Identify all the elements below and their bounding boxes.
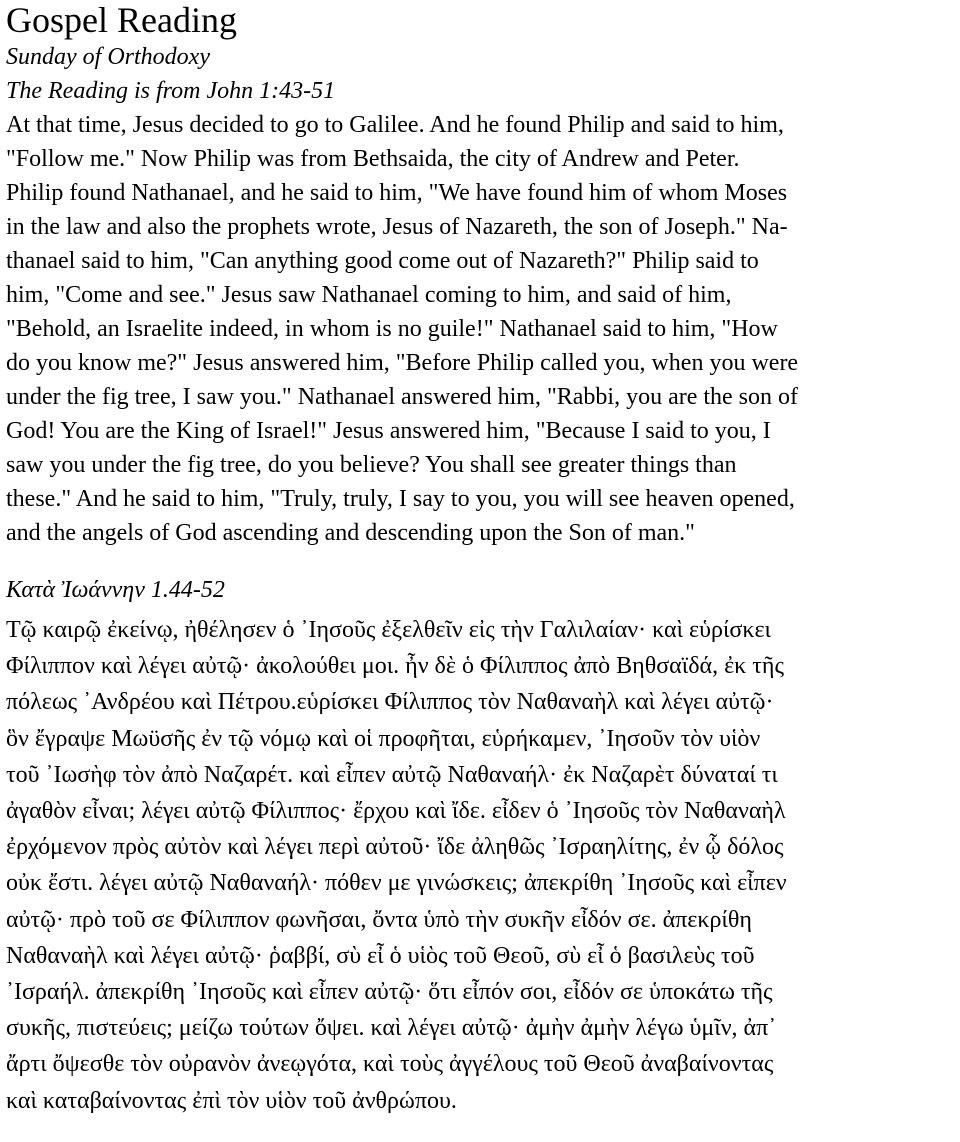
greek-line: Φίλιππον καὶ λέγει αὐτῷ· ἀκολούθει μοι. ἦν δὲ ὁ Φίλιππος ἀπὸ Βηθσαϊδά, ἐκ τῆς: [6, 653, 784, 680]
greek-line: ἐρχόμενον πρὸς αὐτὸν καὶ λέγει περὶ αὐτοῦ· ἴδε ἀληθῶς ᾿Ισραηλίτης, ἐν ᾧ δόλος: [6, 834, 784, 861]
english-text: [6, 108, 956, 550]
english-line: do you know me?" Jesus answered him, "Before Philip called you, when you were: [6, 350, 799, 376]
greek-line: ᾿Ισραήλ. ἀπεκρίθη ᾿Ιησοῦς καὶ εἶπεν αὐτῷ· ὅτι εἶπόν σοι, εἶδόν σε ὑποκάτω τῆς: [6, 979, 773, 1006]
gospel-reading-page: [6, 0, 956, 550]
greek-line: οὐκ ἔστι. λέγει αὐτῷ Ναθαναήλ· πόθεν με γινώσκεις; ἀπεκρίθη ᾿Ιησοῦς καὶ εἶπεν: [6, 870, 787, 897]
page-title: Gospel Reading: [6, 0, 237, 40]
greek-line: Τῷ καιρῷ ἐκείνῳ, ἠθέλησεν ὁ ᾿Ιησοῦς ἐξελθεῖν εἰς τὴν Γαλιλαίαν· καὶ εὑρίσκει: [6, 617, 771, 643]
english-line: under the fig tree, I saw you." Nathanael answered him, "Rabbi, you are the son of: [6, 384, 799, 410]
greek-line: συκῆς, πιστεύεις; μείζω τούτων ὄψει. καὶ λέγει αὐτῷ· ἀμὴν ἀμὴν λέγω ὑμῖν, ἀπ᾿: [6, 1015, 777, 1042]
english-line: God! You are the King of Israel!" Jesus answered him, "Because I said to you, I: [6, 418, 771, 444]
greek-line: αὐτῷ· πρὸ τοῦ σε Φίλιππον φωνῆσαι, ὄντα ὑπὸ τὴν συκῆν εἶδόν σε. ἀπεκρίθη: [6, 906, 752, 933]
reading-reference: The Reading is from John 1:43-51: [6, 78, 336, 104]
greek-line: ἄρτι ὄψεσθε τὸν οὐρανὸν ἀνεῳγότα, καὶ τοὺς ἀγγέλους τοῦ Θεοῦ ἀναβαίνοντας: [6, 1051, 774, 1078]
greek-line: καὶ καταβαίνοντας ἐπὶ τὸν υἱὸν τοῦ ἀνθρώπου.: [6, 1087, 457, 1114]
english-line: saw you under the fig tree, do you believe? You shall see greater things than: [6, 452, 737, 478]
english-line: At that time, Jesus decided to go to Galilee. And he found Philip and said to him,: [6, 112, 784, 138]
occasion-subtitle: Sunday of Orthodoxy: [6, 44, 210, 70]
english-line: Philip found Nathanael, and he said to him, "We have found him of whom Moses: [6, 180, 788, 206]
english-line: in the law and also the prophets wrote, Jesus of Nazareth, the son of Joseph." Na-: [6, 214, 788, 240]
english-line: "Behold, an Israelite indeed, in whom is no guile!" Nathanael said to him, "How: [6, 316, 778, 342]
greek-line: Ναθαναὴλ καὶ λέγει αὐτῷ· ῥαββί, σὺ εἶ ὁ υἱὸς τοῦ Θεοῦ, σὺ εἶ ὁ βασιλεὺς τοῦ: [6, 942, 755, 969]
english-line: these." And he said to him, "Truly, truly, I say to you, you will see heaven opened,: [6, 486, 795, 512]
greek-line: πόλεως ᾿Ανδρέου καὶ Πέτρου.εὑρίσκει Φίλιππος τὸν Ναθαναὴλ καὶ λέγει αὐτῷ·: [6, 689, 774, 716]
greek-line: ὃν ἔγραψε Μωϋσῆς ἐν τῷ νόμῳ καὶ οἱ προφῆται, εὑρήκαμεν, ᾿Ιησοῦν τὸν υἱὸν: [6, 725, 761, 752]
greek-reference: Κατὰ Ἰωάννην 1.44-52: [6, 577, 225, 603]
english-line: him, "Come and see." Jesus saw Nathanael coming to him, and said of him,: [6, 282, 732, 308]
english-line: thanael said to him, "Can anything good come out of Nazareth?" Philip said to: [6, 248, 759, 274]
english-line: "Follow me." Now Philip was from Bethsaida, the city of Andrew and Peter.: [6, 146, 740, 172]
english-line: and the angels of God ascending and descending upon the Son of man.": [6, 520, 695, 546]
greek-line: τοῦ ᾿Ιωσὴφ τὸν ἀπὸ Ναζαρέτ. καὶ εἶπεν αὐτῷ Ναθαναήλ· ἐκ Ναζαρὲτ δύναταί τι: [6, 761, 778, 788]
greek-line: ἀγαθὸν εἶναι; λέγει αὐτῷ Φίλιππος· ἔρχου καὶ ἴδε. εἶδεν ὁ ᾿Ιησοῦς τὸν Ναθαναὴλ: [6, 798, 786, 825]
greek-text: [6, 612, 956, 1119]
